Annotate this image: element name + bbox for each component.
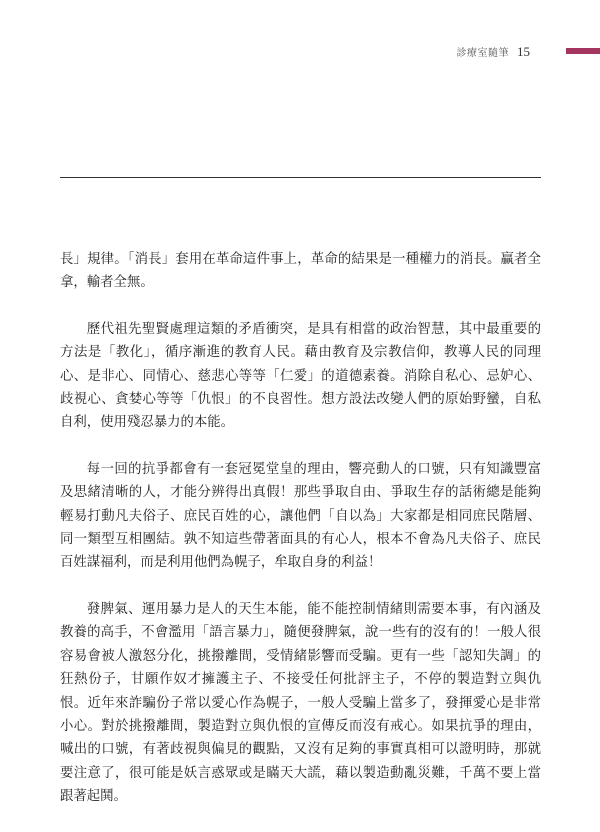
running-header <box>457 44 531 60</box>
paragraph: 歷代祖先聖賢處理這類的矛盾衝突，是具有相當的政治智慧，其中最重要的方法是「教化」，循序漸進的教育人民。藉由教育及宗教信仰，教導人民的同理心、是非心、同情心、慈悲心等等「仁愛」的道德素養。消除自私心、忌妒心、歧視心、貪婪心等等「仇恨」的不良習性。想方設法改變人們的原始野蠻，自私自利，使用殘忍暴力的本能。 <box>60 321 541 431</box>
horizontal-rule <box>60 177 541 178</box>
body-text <box>60 248 541 832</box>
page-number: 15 <box>517 44 530 59</box>
paragraph: 每一回的抗爭都會有一套冠冕堂皇的理由，響亮動人的口號，只有知識豐富及思緒清晰的人，才能分辨得出真假！那些爭取自由、爭取生存的話術總是能夠輕易打動凡夫俗子、庶民百姓的心，讓他們「自以為」大家都是相同庶民階層、同一類型互相團結。孰不知這些帶著面具的有心人，根本不會為凡夫俗子、庶民百姓謀福利，而是利用他們為幌子，牟取自身的利益！ <box>60 461 541 571</box>
paragraph: 發脾氣、運用暴力是人的天生本能，能不能控制情緒則需要本事，有內涵及教養的高手，不會濫用「語言暴力」，隨便發脾氣，說一些有的沒有的！一般人很容易會被人激怒分化，挑撥離間，受情緒影響而受騙。更有一些「認知失調」的狂熱份子，甘願作奴才擁護主子、不接受任何批評主子，不停的製造對立與仇恨。近年來詐騙份子常以愛心作為幌子，一般人受騙上當多了，發揮愛心是非常小心。對於挑撥離間，製造對立與仇恨的宣傳反而沒有戒心。如果抗爭的理由，喊出的口號，有著歧視與偏見的觀點，又沒有足夠的事實真相可以證明時，那就要注意了，很可能是妖言惑眾或是瞞天大謊，藉以製造動亂災難，千萬不要上當跟著起鬨。 <box>60 601 541 805</box>
paragraph-continuation: 長」規律。「消長」套用在革命這件事上，革命的結果是一種權力的消長。贏者全拿，輸者全無。 <box>60 252 541 291</box>
book-title: 診療室隨筆 <box>456 48 509 59</box>
chapter-tab-marker <box>566 48 600 54</box>
